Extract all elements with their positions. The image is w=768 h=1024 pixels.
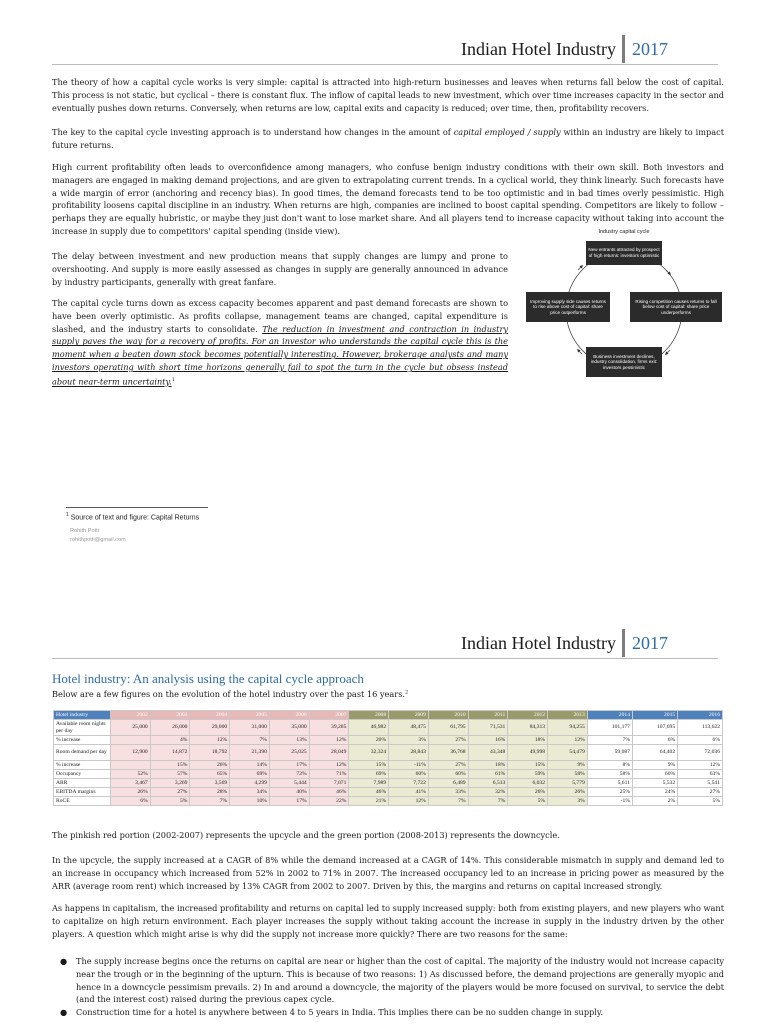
table-cell: 12% (548, 736, 588, 745)
paragraph-turn-down (52, 297, 508, 388)
table-cell: 69% (230, 770, 270, 779)
table-cell: 33% (428, 788, 468, 797)
table-cell: 72,036 (678, 745, 723, 761)
table-cell: 107,695 (632, 720, 677, 736)
table-cell: 3,467 (111, 779, 151, 788)
table-row (54, 779, 723, 788)
table-cell: 69% (349, 770, 389, 779)
table-cell (111, 736, 151, 745)
table-cell: 60% (632, 770, 677, 779)
year-header-2004: 2004 (190, 711, 230, 720)
table-cell: 40% (269, 788, 309, 797)
table-cell: 71,531 (468, 720, 508, 736)
table-cell: 61% (468, 770, 508, 779)
table-cell: 3% (389, 736, 429, 745)
table-cell: 7,989 (349, 779, 389, 788)
paragraph-delay: The delay between investment and new production means that supply changes are lumpy and prone to overshooting. And supply is more easily assessed as changes in supply are generally announced in advance by industry participants, generally with great fanfare. (52, 251, 508, 287)
header-title: Indian Hotel Industry (461, 632, 616, 653)
table-cell: 43,348 (468, 745, 508, 761)
table-cell: 12,900 (111, 745, 151, 761)
table-cell: 5,444 (269, 779, 309, 788)
table-cell: 18% (468, 761, 508, 770)
table-cell: 26% (548, 788, 588, 797)
footnote-number: 1 (66, 512, 69, 518)
table-cell: 9% (548, 761, 588, 770)
table-cell: 36,768 (428, 745, 468, 761)
table-cell: 15% (349, 761, 389, 770)
table-row (54, 745, 723, 761)
table-cell: 60% (428, 770, 468, 779)
table-cell: 5,611 (587, 779, 632, 788)
table-cell: 4% (150, 736, 190, 745)
footnote-rule (66, 507, 208, 508)
table-cell: 64,402 (632, 745, 677, 761)
table-cell: 24% (632, 788, 677, 797)
paragraph-profitability: High current profitability often leads to overconfidence among managers, who confuse benign industry conditions with their own skill. Both investors and managers are engaged in making demand projections, and are given to extrapolating current trends. In a cyclical world, they think linearly. Such forecasts have a wide margin of error (anchoring and recency bias). In good times, the demand forecasts tend to be too optimistic and in bad times overly pessimistic. High profitability loosens capital discipline in an industry. When returns are high, companies are inclined to boost capital spending. Competitors are likely to follow – perhaps they are equally hubristic, or maybe they just don't want to lose market share. And all players tend to increase capacity without taking into account the increase in supply due to competitors' capital spending (inside view). (52, 162, 724, 236)
table-cell: 15% (508, 761, 548, 770)
table-cell: 32,324 (349, 745, 389, 761)
paragraph-capitalism: As happens in capitalism, the increased profitability and returns on capital led to supply increased supply: both from existing players, and new players who want to capitalize on high return environment. Each player increases the supply without taking account the increase in supply in the industry driven by the other players. A question which might arise is why did the supply not increase more quickly? There are two reasons for the same: (52, 903, 724, 939)
box-new-entrants: New entrants attracted by prospect of high returns: investors optimistic (586, 241, 662, 265)
hotel-industry-table (53, 710, 723, 806)
table-cell: 5,779 (548, 779, 588, 788)
row-label: RoCE (54, 797, 111, 806)
intro-text: Below are a few figures on the evolution of the hotel industry over the past 16 years. (52, 689, 406, 699)
table-cell: 84,313 (508, 720, 548, 736)
table-cell: 54,479 (548, 745, 588, 761)
table-header-label: Hotel industry (54, 711, 111, 720)
year-header-2009: 2009 (389, 711, 429, 720)
paragraph-color-legend: The pinkish red portion (2002-2007) represents the upcycle and the green portion (2008-2013) represents the downcycle. (52, 830, 560, 840)
table-cell: 7% (230, 736, 270, 745)
arrow-head-se (666, 350, 670, 354)
year-header-2002: 2002 (111, 711, 151, 720)
year-header-2005: 2005 (230, 711, 270, 720)
header-divider (622, 629, 625, 657)
header-divider (622, 35, 625, 63)
reasons-list (52, 955, 724, 1019)
table-cell: 12% (190, 736, 230, 745)
table-row (54, 761, 723, 770)
year-header-2007: 2007 (309, 711, 349, 720)
text-run: The key to the capital cycle investing approach is to understand how changes in the amount of (52, 127, 454, 137)
table-cell: 41% (389, 788, 429, 797)
table-cell: 25,000 (111, 720, 151, 736)
table-cell: 7,722 (389, 779, 429, 788)
table-cell: 32% (468, 788, 508, 797)
table-cell: 26% (190, 761, 230, 770)
table-cell: 18% (508, 736, 548, 745)
table-cell: 15% (150, 761, 190, 770)
table-cell: 65% (190, 770, 230, 779)
table-cell: 8% (587, 761, 632, 770)
footnote-text: Source of text and figure: Capital Returns (68, 514, 200, 522)
box-business-investment: Business investment declines, industry consolidation, firms exit: investors pessimistic (586, 347, 662, 377)
table-cell: 28,843 (389, 745, 429, 761)
year-header-2011: 2011 (468, 711, 508, 720)
table-cell: 101,177 (587, 720, 632, 736)
year-header-2006: 2006 (269, 711, 309, 720)
text-run: within an industry are likely to impact future returns. (52, 127, 724, 150)
list-item (52, 955, 724, 1006)
table-cell: 12% (309, 736, 349, 745)
year-header-2008: 2008 (349, 711, 389, 720)
table-cell: 5% (508, 797, 548, 806)
bullet-icon: ● (60, 1007, 68, 1018)
table-row (54, 788, 723, 797)
table-cell: 94,255 (548, 720, 588, 736)
table-cell: 57% (150, 770, 190, 779)
section-heading: Hotel industry: An analysis using the capital cycle approach (52, 671, 364, 686)
table-cell: 59% (508, 770, 548, 779)
table-cell: 12% (309, 761, 349, 770)
table-cell: 21% (349, 797, 389, 806)
capital-cycle-diagram (526, 226, 722, 386)
table-cell: 17% (269, 761, 309, 770)
table-cell: 3,569 (190, 779, 230, 788)
header-rule (52, 64, 718, 65)
table-cell: 59,087 (587, 745, 632, 761)
table-cell: 14% (230, 761, 270, 770)
header-year: 2017 (632, 632, 668, 653)
table-row (54, 720, 723, 736)
table-cell: 46% (349, 788, 389, 797)
paragraph-key-approach (52, 126, 724, 152)
table-cell: 5,532 (632, 779, 677, 788)
table-cell: 6,513 (468, 779, 508, 788)
table-row (54, 736, 723, 745)
year-header-2012: 2012 (508, 711, 548, 720)
table-cell: 10% (230, 797, 270, 806)
list-item-text: The supply increase begins once the returns on capital are near or higher than the cost of capital. The majority of the industry would not increase capacity near the trough or in the beginning of the upturn. This is because of two reasons: 1) As discussed before, the demand projections are generally myopic and hence in a downcycle pessimism prevails. 2) In and around a downcycle, the majority of the players would be more focused on survival, to service the debt (and the interest cost) raised during the previous capex cycle. (76, 956, 724, 1005)
header-year: 2017 (632, 38, 668, 59)
text-run: The capital cycle turns down as excess capacity becomes apparent and past demand forecasts are shown to have been overly optimistic. As profits collapse, management teams are changed, capital expenditure is slashed, and the industry starts to consolidate. (52, 298, 508, 334)
table-cell: 49,998 (508, 745, 548, 761)
row-label: % increase (54, 761, 111, 770)
table-cell: 29,000 (190, 720, 230, 736)
row-label: Available room nights per day (54, 720, 111, 736)
table-cell: 26% (111, 788, 151, 797)
paragraph-upcycle: In the upcycle, the supply increased at a CAGR of 8% while the demand increased at a CAGR of 14%. This considerable mismatch in supply and demand led to an increase in occupancy which increased from 52% in 2002 to 71% in 2007. The increased occupancy led to an increase in pricing power as measured by the ARR (average room rent) which increased by 13% CAGR from 2002 to 2007. Driven by this, the margins and returns on capital increased strongly. (52, 855, 724, 891)
table-cell: 12% (389, 797, 429, 806)
table-row (54, 797, 723, 806)
table-cell: 27% (678, 788, 723, 797)
table-cell: 25,025 (269, 745, 309, 761)
table-cell: 21,390 (230, 745, 270, 761)
table-cell: 61,795 (428, 720, 468, 736)
table-cell: 31,000 (230, 720, 270, 736)
table-cell: 7% (190, 797, 230, 806)
table-cell: 71% (309, 770, 349, 779)
table-header-row (54, 711, 723, 720)
table-cell: 63% (678, 770, 723, 779)
table-cell: 6% (678, 736, 723, 745)
table-row (54, 770, 723, 779)
table-cell: 16% (468, 736, 508, 745)
table-cell: 35,000 (269, 720, 309, 736)
table-cell: 72% (269, 770, 309, 779)
arrow-head-nw (578, 266, 582, 270)
table-cell: 22% (309, 797, 349, 806)
table-cell: 20% (349, 736, 389, 745)
list-item (52, 1006, 724, 1019)
table-cell: 7,071 (309, 779, 349, 788)
table-cell: 113,622 (678, 720, 723, 736)
table-cell: 28% (190, 788, 230, 797)
table-cell: 5,541 (678, 779, 723, 788)
table-cell: 6% (632, 736, 677, 745)
table-cell: 7% (587, 736, 632, 745)
year-header-2016: 2016 (678, 711, 723, 720)
table-cell: -1% (587, 797, 632, 806)
italic-run: capital employed / supply (453, 127, 561, 137)
paragraph-capital-cycle-theory: The theory of how a capital cycle works is very simple: capital is attracted into high-return businesses and leaves when returns fall below the cost of capital. This process is not static, but cyclical – there is constant flux. The inflow of capital leads to new investment, which over time increases capacity in the sector and eventually pushes down returns. Conversely, when returns are low, capital exits and capacity is reduced; over time, then, profitability recovers. (52, 77, 724, 113)
table-cell: -11% (389, 761, 429, 770)
table-cell: 3% (548, 797, 588, 806)
table-cell: 34% (230, 788, 270, 797)
row-label: EBITDA margins (54, 788, 111, 797)
table-cell: 14,872 (150, 745, 190, 761)
list-item-text: Construction time for a hotel is anywhere between 4 to 5 years in India. This implies there can be no sudden change in supply. (76, 1007, 604, 1018)
header-rule (52, 658, 718, 659)
table-cell: 4,299 (230, 779, 270, 788)
table-cell: 58% (587, 770, 632, 779)
table-cell: 9% (632, 761, 677, 770)
row-label: Room demand per day (54, 745, 111, 761)
arrow-head-sw (578, 350, 582, 354)
year-header-2013: 2013 (548, 711, 588, 720)
header-title: Indian Hotel Industry (461, 38, 616, 59)
table-cell: 26,000 (150, 720, 190, 736)
page-header (461, 629, 668, 657)
table-cell: 39,285 (309, 720, 349, 736)
table-cell: 52% (111, 770, 151, 779)
table-cell: 7% (468, 797, 508, 806)
table-cell: 27% (150, 788, 190, 797)
arrow-head-ne (666, 270, 670, 274)
table-cell: 27% (428, 761, 468, 770)
table-cell: 58% (548, 770, 588, 779)
author-name: Rohith Potti (70, 528, 99, 534)
table-cell: 46,982 (349, 720, 389, 736)
table-cell: 6% (111, 797, 151, 806)
row-label: % increase (54, 736, 111, 745)
table-cell: 13% (269, 736, 309, 745)
bullet-icon: ● (60, 956, 68, 966)
table-cell: 46% (309, 788, 349, 797)
table-cell: 3,269 (150, 779, 190, 788)
table-cell: 25% (587, 788, 632, 797)
table-cell: 2% (632, 797, 677, 806)
row-label: ARR (54, 779, 111, 788)
page-header (461, 35, 668, 63)
footnote-ref: 1 (171, 376, 175, 383)
year-header-2015: 2015 (632, 711, 677, 720)
table-cell: 28,049 (309, 745, 349, 761)
year-header-2014: 2014 (587, 711, 632, 720)
diagram-title: Industry capital cycle (598, 229, 650, 235)
underlined-run: The reduction in investment and contraction in industry supply paves the way for a recovery of profits. For an investor who understands the capital cycle this is the moment when a beaten down stock becomes potentially interesting. However, brokerage analysts and many investors operating with short time horizons generally fail to spot the turn in the cycle but obsess instead about near-term uncertainty. (52, 323, 509, 387)
table-cell: 48,475 (389, 720, 429, 736)
footnote (66, 512, 199, 521)
table-cell: 17% (269, 797, 309, 806)
table-cell: 6,032 (508, 779, 548, 788)
footnote-ref: 2 (405, 689, 409, 696)
year-header-2003: 2003 (150, 711, 190, 720)
section-intro (52, 689, 408, 699)
table-cell: 26% (508, 788, 548, 797)
table-cell: 5% (678, 797, 723, 806)
table-cell: 6,489 (428, 779, 468, 788)
table-cell: 27% (428, 736, 468, 745)
table-cell: 5% (150, 797, 190, 806)
table-cell: 18,792 (190, 745, 230, 761)
row-label: Occupancy (54, 770, 111, 779)
table-cell: 60% (389, 770, 429, 779)
table-cell (111, 761, 151, 770)
table-cell: 12% (678, 761, 723, 770)
year-header-2010: 2010 (428, 711, 468, 720)
box-rising-competition: Rising competition causes returns to fall below cost of capital: share price underperforms (630, 292, 722, 322)
box-improving-supply: Improving supply side causes returns to rise above cost of capital: share price outperforms (526, 292, 610, 322)
author-email: rohithpotti@gmail.com (70, 537, 126, 543)
table-cell: 7% (428, 797, 468, 806)
